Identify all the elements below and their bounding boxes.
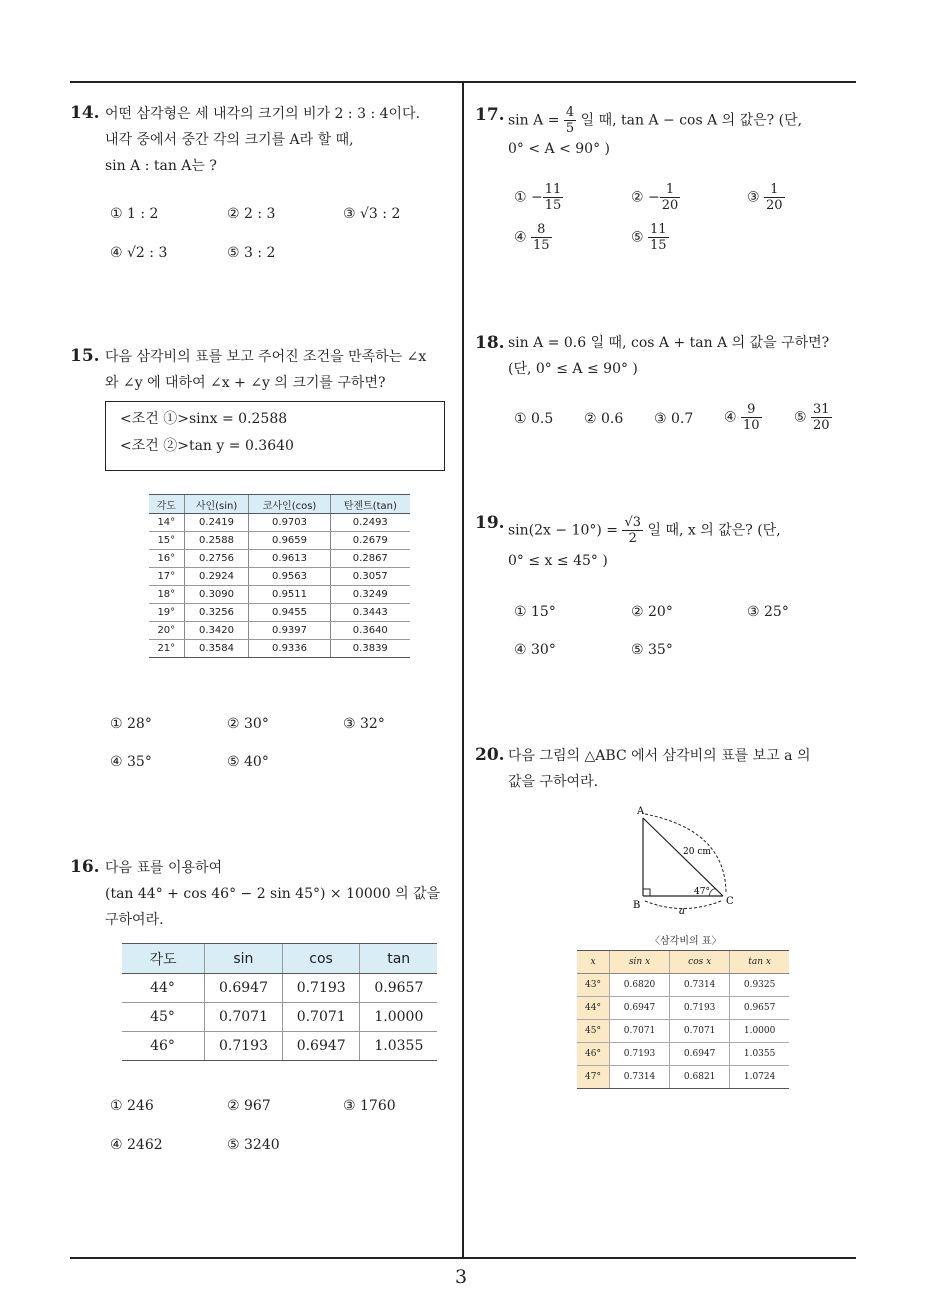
choice-5[interactable]: [631, 222, 669, 253]
choice-2[interactable]: ② 967: [227, 1098, 271, 1114]
table-cell: 20°: [149, 622, 184, 640]
numerator: 1: [764, 182, 785, 198]
table-cell: 1.0724: [730, 1066, 789, 1089]
table-cell: 0.9563: [249, 568, 330, 586]
table-cell: 0.7071: [282, 1003, 360, 1032]
table-header: x: [577, 951, 610, 974]
vertex-c-label: C: [726, 896, 734, 907]
choice-label: ⑤: [794, 409, 807, 426]
choice-5[interactable]: ⑤ 3 : 2: [227, 245, 276, 261]
table-row: [122, 1003, 437, 1032]
choice-sign: −: [648, 189, 660, 206]
fraction: [531, 222, 552, 253]
choice-1[interactable]: ① 28°: [110, 716, 152, 732]
table-cell: 0.7071: [610, 1020, 670, 1043]
table-cell: 0.2679: [330, 532, 410, 550]
table-row: [577, 997, 789, 1020]
table-header: sin x: [610, 951, 670, 974]
denominator: 10: [743, 418, 760, 433]
table-row: [149, 604, 410, 622]
table-cell: 0.2756: [184, 550, 249, 568]
denominator: 20: [766, 198, 783, 213]
table-cell: 0.2493: [330, 514, 410, 532]
question-text: 값을 구하여라.: [508, 774, 599, 790]
choice-2[interactable]: [631, 182, 680, 213]
table-cell: 1.0355: [360, 1032, 437, 1061]
table-cell: 21°: [149, 640, 184, 658]
choice-4[interactable]: [514, 222, 552, 253]
triangle-figure: [625, 800, 745, 922]
choice-3[interactable]: ③ 0.7: [654, 411, 694, 427]
table-row: [149, 568, 410, 586]
choice-1[interactable]: ① 246: [110, 1098, 154, 1114]
denominator: 15: [544, 198, 562, 213]
hypotenuse-label: 20 cm: [683, 847, 711, 857]
table-cell: 0.7193: [282, 974, 360, 1003]
numerator: 9: [741, 402, 762, 418]
table-cell: 0.3839: [330, 640, 410, 658]
table-cell: 0.3420: [184, 622, 249, 640]
fraction: [564, 105, 576, 136]
question-text: 0° < A < 90° ): [508, 141, 611, 157]
question-text: 구하여라.: [105, 912, 164, 928]
table-cell: 18°: [149, 586, 184, 604]
fraction: [648, 222, 669, 253]
right-angle-mark: [643, 889, 650, 896]
choice-5[interactable]: ⑤ 35°: [631, 642, 673, 658]
table-cell: 0.9659: [249, 532, 330, 550]
denominator: 15: [650, 238, 667, 253]
table-cell: 43°: [577, 974, 610, 997]
numerator: 4: [565, 105, 575, 120]
table-cell: 0.7193: [670, 997, 730, 1020]
table-cell: 0.9325: [730, 974, 789, 997]
fraction: [741, 402, 762, 433]
table-cell: 0.6947: [282, 1032, 360, 1061]
table-cell: 0.6947: [205, 974, 283, 1003]
table-cell: 0.6821: [670, 1066, 730, 1089]
table-cell: 17°: [149, 568, 184, 586]
table-header: 코사인(cos): [249, 495, 330, 514]
table-header: tan: [360, 944, 437, 974]
choice-2[interactable]: ② 30°: [227, 716, 269, 732]
question-number: 18.: [475, 333, 505, 353]
table-cell: 1.0000: [360, 1003, 437, 1032]
question-text: (단, 0° ≤ A ≤ 90° ): [508, 361, 638, 377]
table-cell: 1.0000: [730, 1020, 789, 1043]
table-cell: 0.3090: [184, 586, 249, 604]
angle-label: 47°: [694, 887, 710, 897]
choice-1[interactable]: ① 1 : 2: [110, 206, 159, 222]
table-cell: 0.7193: [205, 1032, 283, 1061]
table-cell: 0.3057: [330, 568, 410, 586]
choice-label: ④: [724, 409, 737, 426]
table-cell: 44°: [122, 974, 205, 1003]
table-cell: 0.2588: [184, 532, 249, 550]
question-text: 0° ≤ x ≤ 45° ): [508, 553, 608, 569]
bottom-rule: [70, 1257, 856, 1259]
table-header: 각도: [122, 944, 205, 974]
table-cell: 0.9397: [249, 622, 330, 640]
table-cell: 0.6947: [670, 1043, 730, 1066]
table-cell: 0.3443: [330, 604, 410, 622]
question-lhs: sin(2x − 10°) =: [508, 522, 619, 539]
table-cell: 0.9703: [249, 514, 330, 532]
choice-3[interactable]: ③ 25°: [747, 604, 789, 620]
table-cell: 0.9511: [249, 586, 330, 604]
choice-3[interactable]: [747, 182, 785, 213]
table-cell: 46°: [577, 1043, 610, 1066]
choice-2[interactable]: ② 0.6: [584, 411, 624, 427]
table-cell: 45°: [577, 1020, 610, 1043]
table-row: [149, 514, 410, 532]
choice-1[interactable]: ① 0.5: [514, 411, 554, 427]
table-row: [577, 974, 789, 997]
question-rhs: 일 때, tan A − cos A 의 값은? (단,: [580, 112, 803, 129]
choice-2[interactable]: ② 2 : 3: [227, 206, 276, 222]
fraction: [660, 182, 681, 213]
table-cell: 0.7314: [670, 974, 730, 997]
question-rhs: 일 때, x 의 값은? (단,: [647, 522, 781, 539]
question-number: 15.: [70, 346, 100, 366]
denominator: 5: [565, 121, 575, 136]
table-row: [149, 622, 410, 640]
numerator: 1: [660, 182, 681, 198]
numerator: √3: [624, 515, 642, 530]
table-cell: 0.9455: [249, 604, 330, 622]
condition-1: <조건 ①>sinx = 0.2588: [120, 411, 288, 427]
question-text: (tan 44° + cos 46° − 2 sin 45°) × 10000 의 값을: [105, 886, 441, 902]
table-cell: 0.9613: [249, 550, 330, 568]
choice-label: ④: [514, 229, 527, 246]
table-row: [149, 550, 410, 568]
table-row: [122, 974, 437, 1003]
choice-label: ②: [631, 189, 644, 206]
denominator: 15: [533, 238, 550, 253]
question-text: sin A = 0.6 일 때, cos A + tan A 의 값을 구하면?: [508, 335, 830, 351]
choice-4[interactable]: [724, 402, 762, 433]
choice-2[interactable]: ② 20°: [631, 604, 673, 620]
angle-arc: [709, 889, 716, 896]
denominator: 20: [661, 198, 679, 213]
fraction: [543, 182, 564, 213]
trig-table: [149, 494, 410, 658]
choice-3[interactable]: ③ 1760: [343, 1098, 396, 1114]
table-cell: 0.6820: [610, 974, 670, 997]
table-cell: 0.9336: [249, 640, 330, 658]
question-number: 20.: [475, 745, 505, 765]
table-cell: 0.3584: [184, 640, 249, 658]
table-cell: 47°: [577, 1066, 610, 1089]
table-cell: 44°: [577, 997, 610, 1020]
choice-5[interactable]: ⑤ 40°: [227, 754, 269, 770]
side-a-label: a: [679, 906, 685, 917]
fraction: [764, 182, 785, 213]
question-number: 14.: [70, 103, 100, 123]
table-cell: 19°: [149, 604, 184, 622]
vertex-b-label: B: [633, 900, 641, 911]
table-header: 사인(sin): [184, 495, 249, 514]
table-header: cos: [282, 944, 360, 974]
choice-5[interactable]: ⑤ 3240: [227, 1137, 280, 1153]
question-text: 와 ∠y 에 대하여 ∠x + ∠y 의 크기를 구하면?: [105, 375, 386, 391]
table-cell: 45°: [122, 1003, 205, 1032]
choice-1[interactable]: [514, 182, 563, 213]
choice-4[interactable]: ④ 35°: [110, 754, 152, 770]
question-text: [508, 515, 781, 546]
denominator: 2: [628, 531, 637, 546]
condition-box: [105, 401, 445, 471]
table-header: cos x: [670, 951, 730, 974]
table-row: [577, 1066, 789, 1089]
question-text: [508, 105, 802, 136]
denominator: 20: [813, 418, 830, 433]
choice-4[interactable]: ④ 2462: [110, 1137, 163, 1153]
table-cell: 0.7071: [205, 1003, 283, 1032]
table-cell: 0.3256: [184, 604, 249, 622]
fraction: [622, 515, 643, 546]
table-row: [122, 1032, 437, 1061]
question-text: 어떤 삼각형은 세 내각의 크기의 비가 2 : 3 : 4이다.: [105, 106, 421, 122]
question-number: 16.: [70, 857, 100, 877]
choice-5[interactable]: [794, 402, 832, 433]
choice-3[interactable]: ③ √3 : 2: [343, 206, 401, 222]
table-row: [149, 532, 410, 550]
table-cell: 16°: [149, 550, 184, 568]
choice-4[interactable]: ④ √2 : 3: [110, 245, 168, 261]
choice-4[interactable]: ④ 30°: [514, 642, 556, 658]
table-row: [149, 586, 410, 604]
numerator: 31: [813, 402, 830, 417]
column-divider: [462, 83, 464, 1259]
page-number: 3: [455, 1266, 468, 1288]
table-cell: 1.0355: [730, 1043, 789, 1066]
table-cell: 46°: [122, 1032, 205, 1061]
vertex-a-label: A: [637, 806, 645, 817]
table-cell: 0.3249: [330, 586, 410, 604]
table-cell: 0.7314: [610, 1066, 670, 1089]
numerator: 11: [544, 182, 562, 197]
table-row: [577, 1020, 789, 1043]
choice-sign: −: [531, 189, 543, 206]
choice-label: ⑤: [631, 229, 644, 246]
choice-label: ③: [747, 189, 760, 206]
condition-2: <조건 ②>tan y = 0.3640: [120, 438, 294, 454]
fraction: [811, 402, 832, 433]
question-text: 다음 그림의 △ABC 에서 삼각비의 표를 보고 a 의: [508, 748, 811, 764]
table-cell: 0.9657: [360, 974, 437, 1003]
question-number: 17.: [475, 105, 505, 125]
table-cell: 0.3640: [330, 622, 410, 640]
table-row: [149, 640, 410, 658]
choice-label: ①: [514, 189, 527, 206]
table-cell: 14°: [149, 514, 184, 532]
table-header: 탄젠트(tan): [330, 495, 410, 514]
choice-3[interactable]: ③ 32°: [343, 716, 385, 732]
numerator: 8: [531, 222, 552, 238]
choice-1[interactable]: ① 15°: [514, 604, 556, 620]
numerator: 11: [650, 222, 667, 237]
table-row: [577, 1043, 789, 1066]
question-text: sin A : tan A는 ?: [105, 158, 217, 174]
table-header: sin: [205, 944, 283, 974]
question-text: 다음 표를 이용하여: [105, 860, 223, 876]
table-cell: 15°: [149, 532, 184, 550]
table-caption: 〈삼각비의 표〉: [650, 936, 722, 947]
side-ac: [643, 818, 723, 896]
table-cell: 0.7193: [610, 1043, 670, 1066]
table-cell: 0.9657: [730, 997, 789, 1020]
table-header: tan x: [730, 951, 789, 974]
table-cell: 0.6947: [610, 997, 670, 1020]
table-cell: 0.2924: [184, 568, 249, 586]
question-text: 내각 중에서 중간 각의 크기를 A라 할 때,: [105, 132, 354, 148]
question-text: 다음 삼각비의 표를 보고 주어진 조건을 만족하는 ∠x: [105, 349, 427, 365]
question-lhs: sin A =: [508, 112, 560, 129]
table-cell: 0.7071: [670, 1020, 730, 1043]
trig-table: [122, 943, 437, 1061]
question-number: 19.: [475, 513, 505, 533]
trig-table: [577, 950, 789, 1089]
table-cell: 0.2867: [330, 550, 410, 568]
table-header: 각도: [149, 495, 184, 514]
table-cell: 0.2419: [184, 514, 249, 532]
